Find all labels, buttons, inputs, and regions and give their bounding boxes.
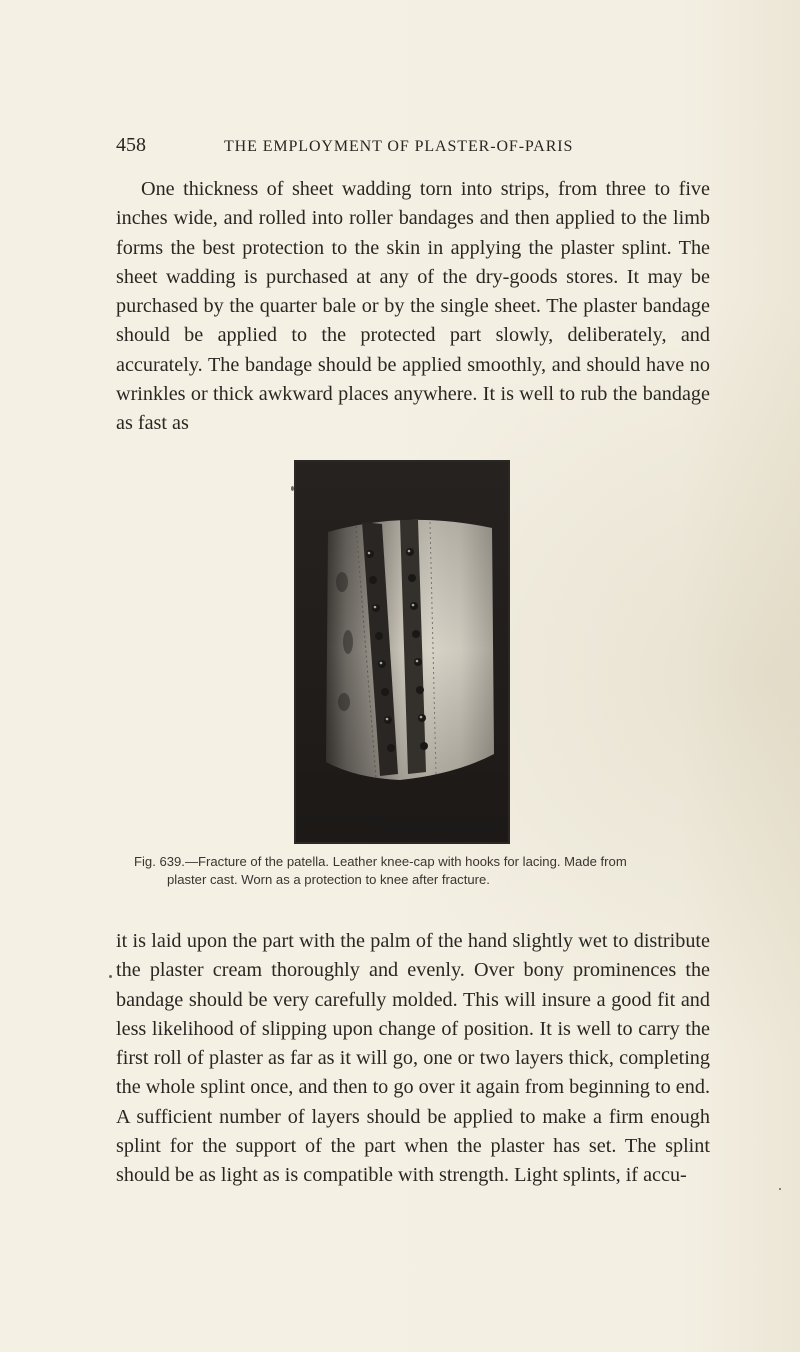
- knee-cap-illustration: [296, 462, 508, 842]
- paragraph-1: One thickness of sheet wadding torn into strips, from three to five inches wide, and rolled into roller bandages and then applied to the limb forms the best protection to the skin in applying the plaster splint. The sheet wadding is purchased at any of the dry-goods stores. It may be purchased by the quarter bale or by the single sheet. The plaster bandage should be applied to the protected part slowly, deliberately, and accurately. The bandage should be applied smoothly, and should have no wrinkles or thick awkward places anywhere. It is well to rub the bandage as fast as: [116, 178, 710, 435]
- running-head: [116, 136, 716, 162]
- paper-speck: [779, 1188, 781, 1190]
- caption-line-1: Fig. 639.—Fracture of the patella. Leather knee-cap with hooks for lacing. Made from: [134, 854, 627, 869]
- running-title: THE EMPLOYMENT OF PLASTER-OF-PARIS: [224, 138, 574, 155]
- paper-speck: [291, 486, 294, 491]
- paper-speck: [109, 975, 112, 978]
- paragraph-2: it is laid upon the part with the palm of the hand slightly wet to distribute the plaster cream thoroughly and evenly. Over bony prominences the bandage should be very carefully molded. This will insure a good fit and less likelihood of slipping upon change of position. It is well to carry the first roll of plaster as far as it will go, one or two layers thick, completing the whole splint once, and then to go over it again from beginning to end. A sufficient number of layers should be applied to make a firm enough splint for the support of the part when the plaster has set. The splint should be as light as is compatible with strength. Light splints, if accu-: [116, 930, 710, 1187]
- page-number: 458: [116, 134, 146, 156]
- caption-line-2: plaster cast. Worn as a protection to knee after fracture.: [167, 872, 490, 887]
- figure-knee-cap-photo: [294, 460, 510, 844]
- figure-caption: [134, 853, 734, 889]
